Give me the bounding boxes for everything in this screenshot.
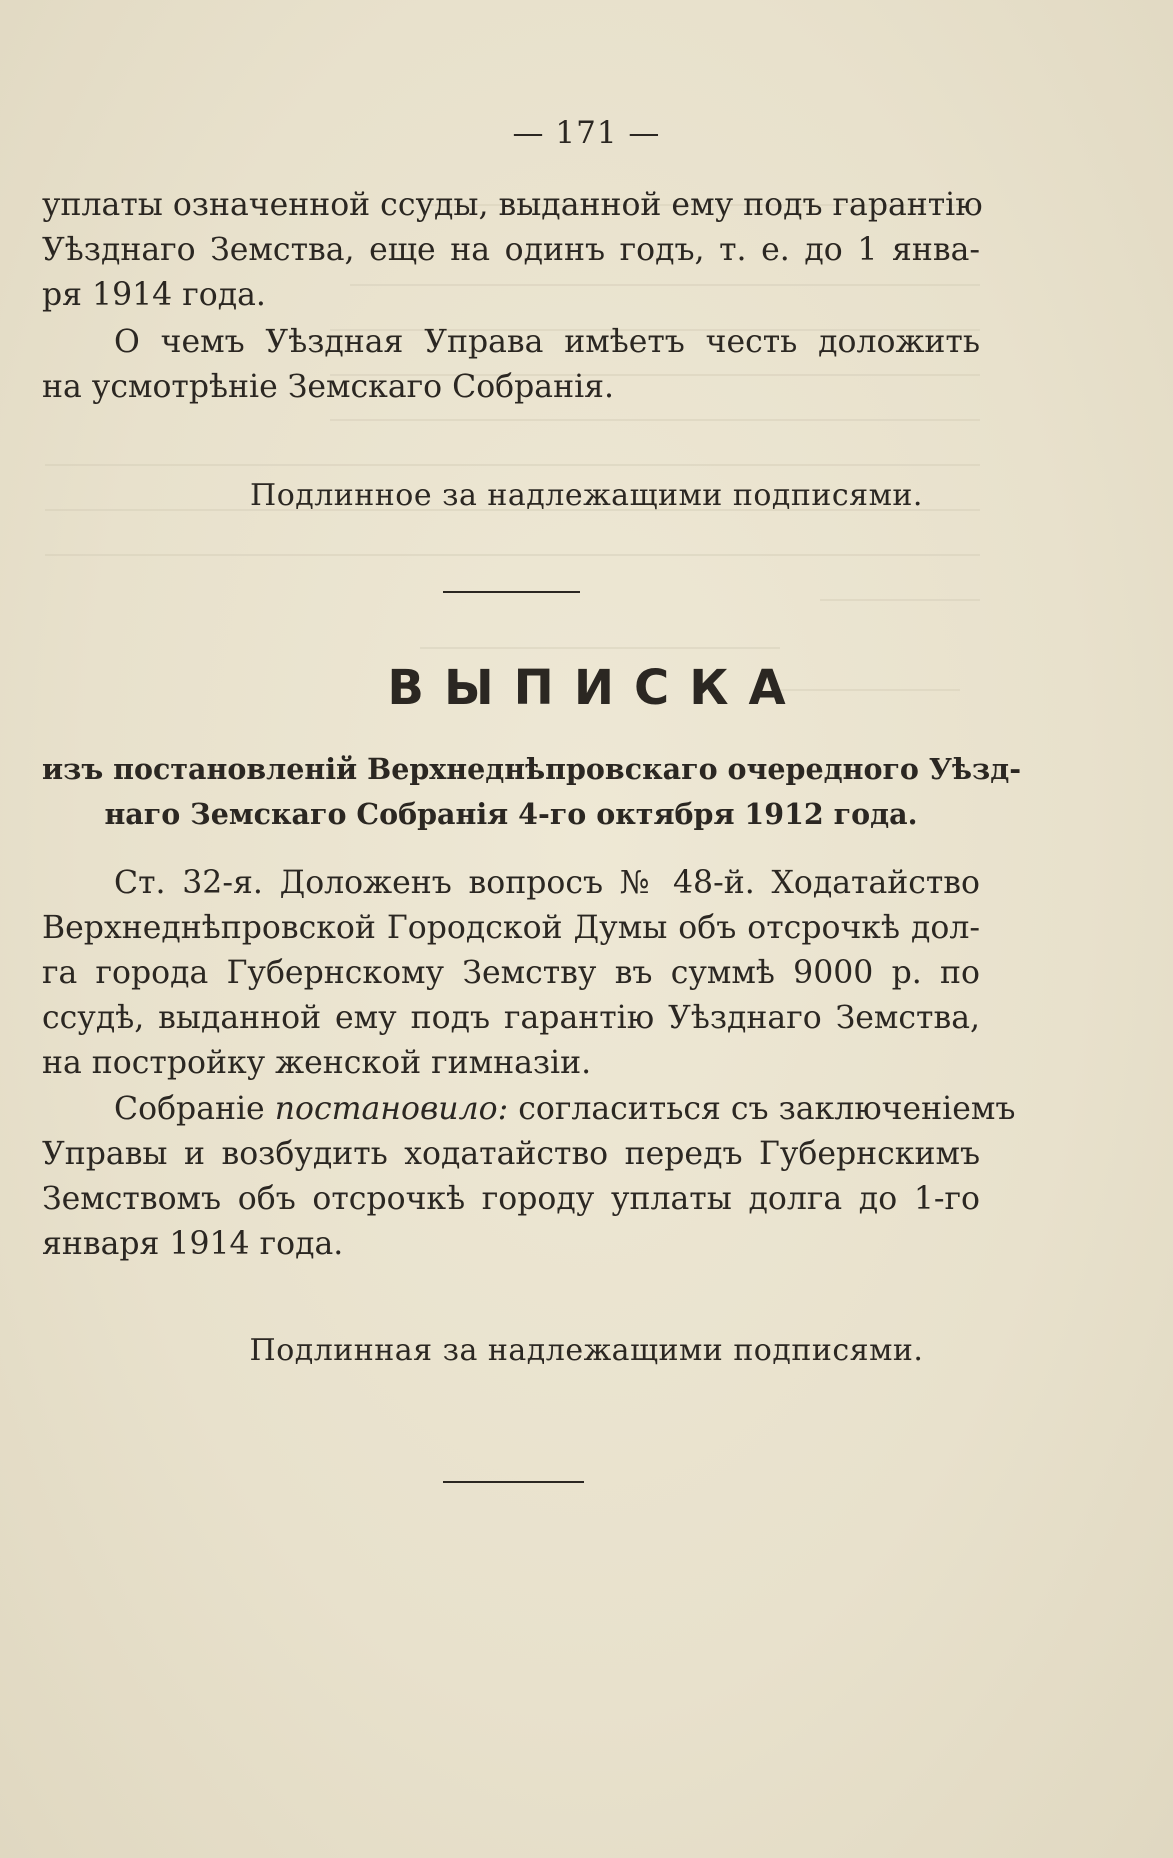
decision-paragraph <box>42 1087 1016 1267</box>
text-line: на усмотрѣніе Земскаго Собранія. <box>42 369 615 405</box>
signature-note-2: Подлинная за надлежащими подписями. <box>249 1333 924 1368</box>
subheading-line-2: наго Земскаго Собранія 4-го октября 1912 года. <box>104 797 918 831</box>
text-line: О чемъ Уѣздная Управа имѣетъ честь доложить <box>114 324 980 360</box>
signature-note-1: Подлинное за надлежащими подписями. <box>250 478 923 513</box>
text-line: Управы и возбудить ходатайство передъ Губернскимъ <box>42 1136 980 1172</box>
text-line: ря 1914 года. <box>42 277 266 313</box>
decision-lead: Собраніе <box>114 1091 265 1127</box>
text-line: ссудѣ, выданной ему подъ гарантію Уѣзднаго Земства, <box>42 1000 980 1036</box>
text-line: Уѣзднаго Земства, еще на одинъ годъ, т. е. до 1 янва- <box>42 232 980 268</box>
section-heading: ВЫПИСКА <box>387 660 806 716</box>
subheading-line-1: изъ постановленій Верхнеднѣпровскаго очередного Уѣзд- <box>42 752 1022 786</box>
text-line: Земствомъ объ отсрочкѣ городу уплаты долга до 1-го <box>42 1181 980 1217</box>
text-line: Верхнеднѣпровской Городской Думы объ отсрочкѣ дол- <box>42 910 980 946</box>
section-subheading <box>42 747 1022 837</box>
decision-verdict: постановило: <box>274 1091 509 1127</box>
continuation-paragraph <box>42 183 983 318</box>
section-divider <box>443 591 580 593</box>
text-line: уплаты означенной ссуды, выданной ему подъ гарантію <box>42 187 983 223</box>
item-paragraph <box>42 861 980 1086</box>
decision-first-line <box>42 1087 1016 1132</box>
page-number: — 171 — <box>512 115 661 151</box>
report-paragraph <box>42 320 980 410</box>
closing-divider <box>443 1481 584 1483</box>
text-line: Ст. 32-я. Доложенъ вопросъ № 48-й. Ходатайство <box>114 865 980 901</box>
decision-rest: согласиться съ заключеніемъ <box>518 1091 1016 1127</box>
text-line: на постройку женской гимназіи. <box>42 1045 592 1081</box>
text-line: га города Губернскому Земству въ суммѣ 9000 р. по <box>42 955 980 991</box>
text-line: января 1914 года. <box>42 1226 344 1262</box>
